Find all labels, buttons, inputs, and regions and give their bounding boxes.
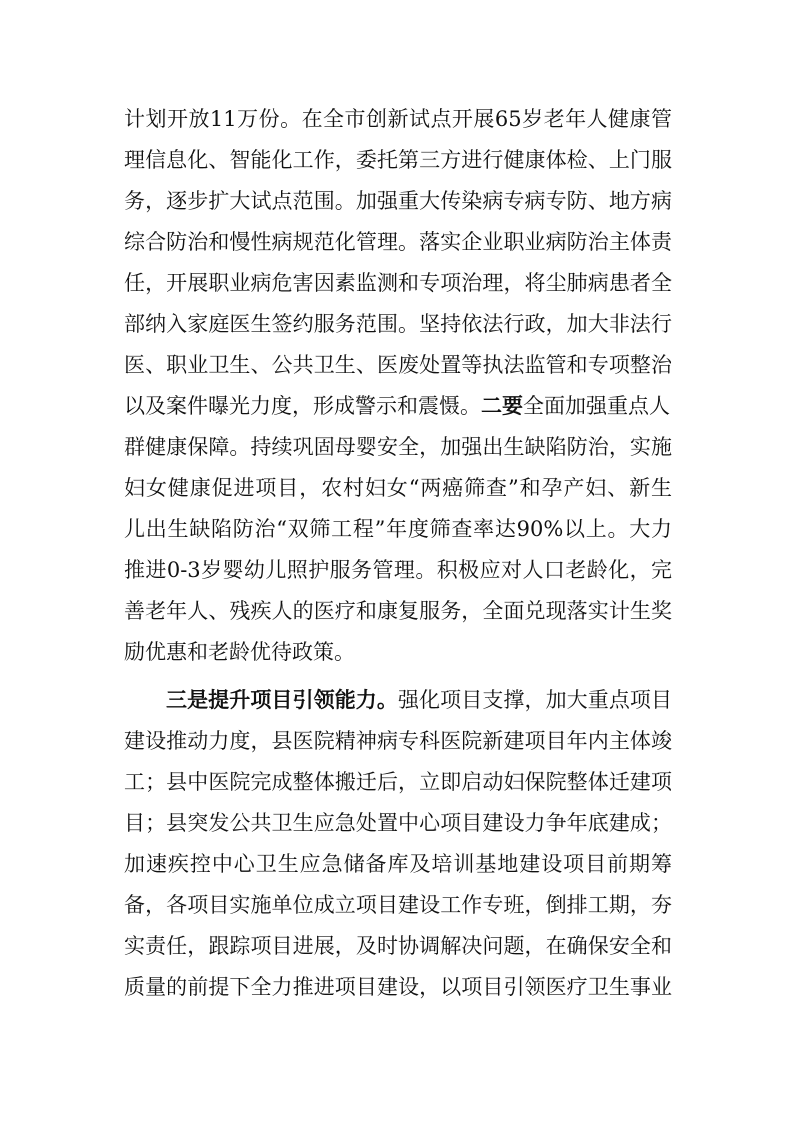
text-line: 群健康保障。持续巩固母婴安全，加强出生缺陷防治，实施 bbox=[124, 435, 672, 459]
text-line: 推进0-3岁婴幼儿照护服务管理。积极应对人口老龄化，完 bbox=[124, 558, 672, 582]
text-segment: 强化项目支撑，加大重点项目 bbox=[397, 688, 672, 712]
bold-lead-second: 二要 bbox=[481, 393, 523, 418]
text-line: 加速疾控中心卫生应急储备库及培训基地建设项目前期筹 bbox=[124, 852, 672, 876]
text-line: 儿出生缺陷防治“双筛工程”年度筛查率达90%以上。大力 bbox=[124, 517, 672, 541]
text-line: 励优惠和老龄优待政策。 bbox=[124, 640, 355, 664]
text-line: 善老年人、残疾人的医疗和康复服务，全面兑现落实计生奖 bbox=[124, 599, 672, 623]
text-line: 理信息化、智能化工作，委托第三方进行健康体检、上门服 bbox=[124, 148, 672, 172]
text-line: 实责任，跟踪项目进展，及时协调解决问题，在确保安全和 bbox=[124, 934, 672, 958]
text-line: 建设推动力度，县医院精神病专科医院新建项目年内主体竣 bbox=[124, 729, 672, 753]
text-line: 部纳入家庭医生签约服务范围。坚持依法行政，加大非法行 bbox=[124, 312, 672, 336]
text-line: 质量的前提下全力推进项目建设，以项目引领医疗卫生事业 bbox=[124, 975, 672, 999]
text-line bbox=[166, 680, 672, 720]
text-line bbox=[124, 386, 672, 426]
text-line: 目；县突发公共卫生应急处置中心项目建设力争年底建成； bbox=[124, 811, 672, 835]
bold-lead-third: 三是提升项目引领能力。 bbox=[166, 687, 398, 712]
text-line: 医、职业卫生、公共卫生、医废处置等执法监管和专项整治 bbox=[124, 353, 672, 377]
text-line: 工；县中医院完成整体搬迁后，立即启动妇保院整体迁建项 bbox=[124, 770, 672, 794]
text-line: 务，逐步扩大试点范围。加强重大传染病专病专防、地方病 bbox=[124, 189, 672, 213]
text-segment: 全面加强重点人 bbox=[523, 394, 670, 418]
text-line: 计划开放11万份。在全市创新试点开展65岁老年人健康管 bbox=[124, 107, 672, 131]
text-line: 综合防治和慢性病规范化管理。落实企业职业病防治主体责 bbox=[124, 230, 672, 254]
text-line: 任，开展职业病危害因素监测和专项治理，将尘肺病患者全 bbox=[124, 271, 672, 295]
text-line: 妇女健康促进项目，农村妇女“两癌筛查”和孕产妇、新生 bbox=[124, 476, 672, 500]
text-segment: 以及案件曝光力度，形成警示和震慑。 bbox=[124, 394, 481, 418]
text-line: 备，各项目实施单位成立项目建设工作专班，倒排工期，夯 bbox=[124, 893, 672, 917]
